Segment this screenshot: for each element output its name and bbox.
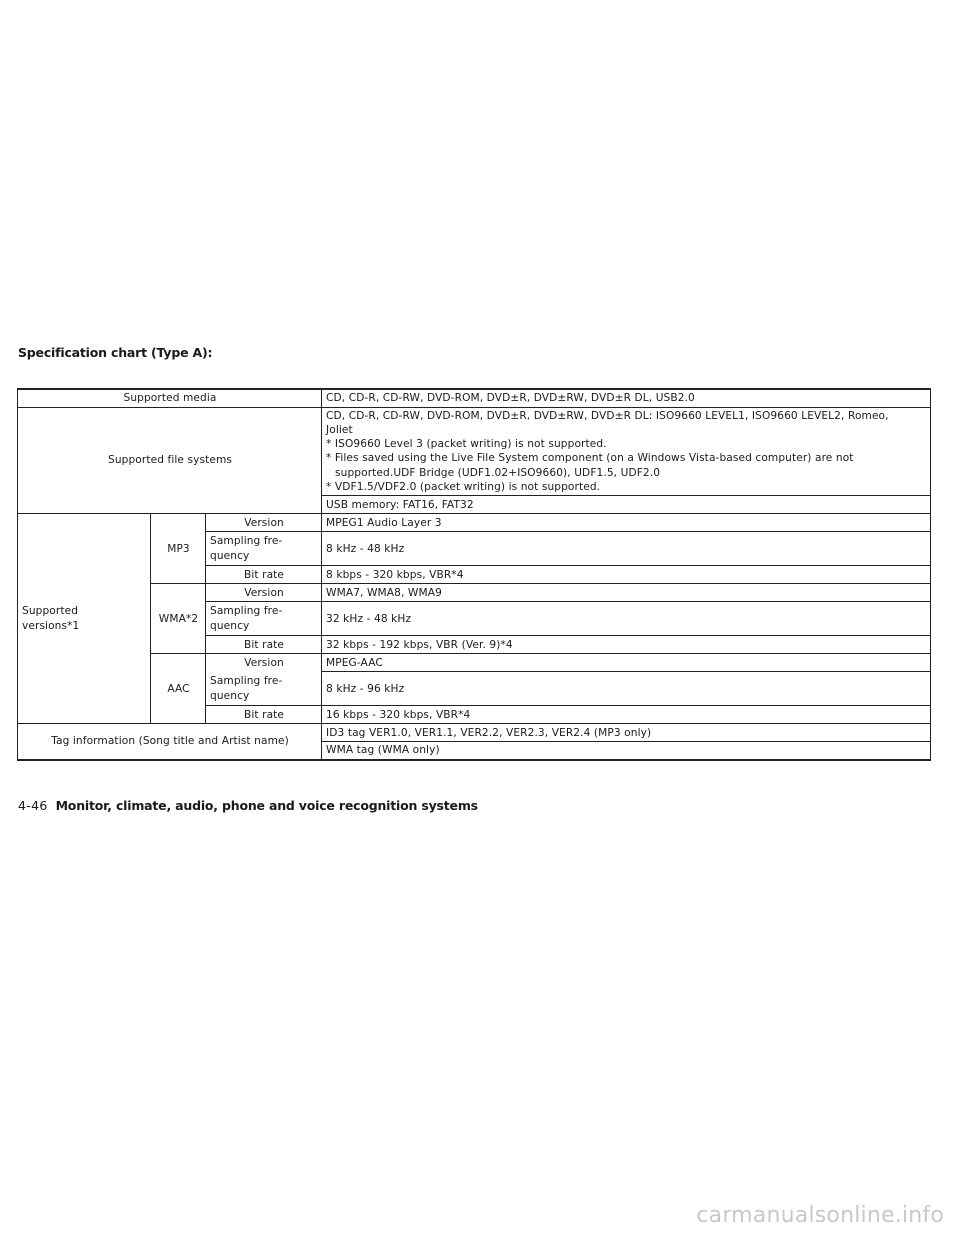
row-value-usb-memory: USB memory: FAT16, FAT32 xyxy=(322,496,931,514)
row-label-supported-media: Supported media xyxy=(18,389,322,407)
param-value-wma-bitrate: 32 kbps - 192 kbps, VBR (Ver. 9)*4 xyxy=(322,636,931,654)
specification-table xyxy=(17,388,931,761)
table-row xyxy=(18,407,931,496)
param-value-aac-sampling: 8 kHz - 96 kHz xyxy=(322,672,931,706)
param-label-bitrate: Bit rate xyxy=(206,566,322,584)
param-value-mp3-version: MPEG1 Audio Layer 3 xyxy=(322,514,931,532)
page-number: 4-46 xyxy=(18,798,48,813)
table-row xyxy=(18,514,931,532)
param-value-aac-version: MPEG-AAC xyxy=(322,654,931,672)
table-row xyxy=(18,724,931,742)
param-value-mp3-sampling: 8 kHz - 48 kHz xyxy=(322,532,931,566)
param-label-bitrate: Bit rate xyxy=(206,706,322,724)
watermark: carmanualsonline.info xyxy=(696,1203,944,1228)
row-label-file-systems: Supported file systems xyxy=(18,407,322,514)
table-row xyxy=(18,654,931,672)
param-label-sampling: Sampling fre- quency xyxy=(206,602,322,636)
param-value-wma-version: WMA7, WMA8, WMA9 xyxy=(322,584,931,602)
table-row xyxy=(18,584,931,602)
row-value-file-systems xyxy=(322,407,931,496)
row-value-wma-tag: WMA tag (WMA only) xyxy=(322,742,931,760)
file-systems-line: * Files saved using the Live File System component (on a Windows Vista-based computer) are not xyxy=(326,452,854,465)
file-systems-line: * ISO9660 Level 3 (packet writing) is not supported. xyxy=(326,438,607,451)
table-row xyxy=(18,389,931,407)
param-label-sampling: Sampling fre- quency xyxy=(206,672,322,706)
file-systems-line: * VDF1.5/VDF2.0 (packet writing) is not supported. xyxy=(326,480,601,493)
param-label-bitrate: Bit rate xyxy=(206,636,322,654)
format-label-wma: WMA*2 xyxy=(151,584,206,654)
row-label-supported-versions: Supported versions*1 xyxy=(18,514,151,724)
page-footer xyxy=(18,798,478,813)
format-label-mp3: MP3 xyxy=(151,514,206,584)
row-value-id3-tag: ID3 tag VER1.0, VER1.1, VER2.2, VER2.3, VER2.4 (MP3 only) xyxy=(322,724,931,742)
chart-title: Specification chart (Type A): xyxy=(18,345,213,360)
param-label-version: Version xyxy=(206,514,322,532)
param-value-mp3-bitrate: 8 kbps - 320 kbps, VBR*4 xyxy=(322,566,931,584)
format-label-aac: AAC xyxy=(151,654,206,724)
chapter-title: Monitor, climate, audio, phone and voice recognition systems xyxy=(55,798,478,813)
param-label-version: Version xyxy=(206,654,322,672)
param-value-aac-bitrate: 16 kbps - 320 kbps, VBR*4 xyxy=(322,706,931,724)
file-systems-line: supported.UDF Bridge (UDF1.02+ISO9660), UDF1.5, UDF2.0 xyxy=(335,466,661,479)
file-systems-line: CD, CD-R, CD-RW, DVD-ROM, DVD±R, DVD±RW, DVD±R DL: ISO9660 LEVEL1, ISO9660 LEVEL2, Romeo, xyxy=(326,409,889,422)
row-label-tag-information: Tag information (Song title and Artist name) xyxy=(18,724,322,760)
param-label-version: Version xyxy=(206,584,322,602)
param-value-wma-sampling: 32 kHz - 48 kHz xyxy=(322,602,931,636)
row-value-supported-media: CD, CD-R, CD-RW, DVD-ROM, DVD±R, DVD±RW, DVD±R DL, USB2.0 xyxy=(322,389,931,407)
param-label-sampling: Sampling fre- quency xyxy=(206,532,322,566)
file-systems-line: Joliet xyxy=(326,423,353,436)
